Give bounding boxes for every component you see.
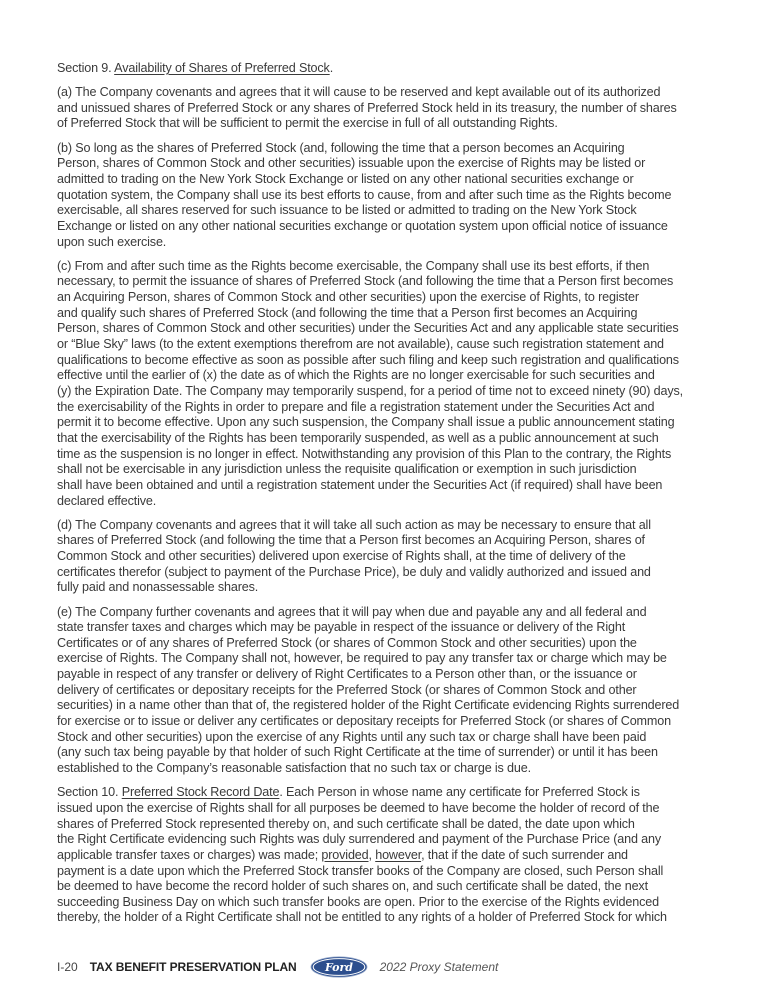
underlined-term: provided <box>321 847 369 862</box>
document-body <box>57 61 717 935</box>
text-line <box>57 895 717 911</box>
text-run: shares of Preferred Stock (and following the time that a Person first becomes an Acquiring Person, shares of <box>57 533 645 548</box>
section-9-heading <box>57 61 717 77</box>
text-line <box>57 698 717 714</box>
text-line <box>57 620 717 636</box>
text-line <box>57 415 717 431</box>
text-line <box>57 801 717 817</box>
document-name: 2022 Proxy Statement <box>379 960 499 974</box>
text-line <box>57 172 717 188</box>
text-line <box>57 101 717 117</box>
text-line <box>57 832 717 848</box>
text-run: for exercise or to issue or deliver any certificates or depositary receipts for Preferred Stock (or shares of Common <box>57 714 671 729</box>
text-run: . <box>329 61 334 75</box>
text-run: shall not be exercisable in any jurisdiction unless the requisite qualification or exemption in such jurisdiction <box>57 462 637 477</box>
text-run: effective until the earlier of (x) the date as of which the Rights are no longer exercisable for such securities and <box>57 368 655 383</box>
underlined-term: Availability of Shares of Preferred Stock <box>114 61 330 75</box>
text-line <box>57 580 717 596</box>
text-line <box>57 203 717 219</box>
text-run: Section 9. <box>57 61 115 75</box>
text-line <box>57 368 717 384</box>
text-line <box>57 879 717 895</box>
text-run: time as the suspension is no longer in effect. Notwithstanding any provision of this Plan to the contrary, the Rights <box>57 446 672 461</box>
text-run: certificates therefor (subject to payment of the Purchase Price), be duly and validly authorized and issued and <box>57 564 651 579</box>
text-line <box>57 353 717 369</box>
text-line <box>57 864 717 880</box>
text-run: Exchange or listed on any other national securities exchange or quotation system upon official notice of issuance <box>57 218 668 233</box>
text-line <box>57 85 717 101</box>
text-run: (e) The Company further covenants and agrees that it will pay when due and payable any and all federal and <box>57 604 647 619</box>
text-line <box>57 116 717 132</box>
text-run: of Preferred Stock that will be sufficient to permit the exercise in full of all outstanding Rights. <box>57 116 558 131</box>
text-run: or “Blue Sky” laws (to the extent exemptions therefrom are not available), cause such registration statement and <box>57 337 664 351</box>
text-line <box>57 141 717 157</box>
text-run: , that if the date of such surrender and <box>421 847 628 862</box>
text-line <box>57 61 717 77</box>
text-line <box>57 605 717 621</box>
para-9c <box>57 259 717 510</box>
underlined-term: Preferred Stock Record Date <box>121 785 280 800</box>
text-line <box>57 667 717 683</box>
text-run: be deemed to have become the record holder of such shares on, and such certificate shall be dated, the next <box>57 879 648 894</box>
text-line <box>57 785 717 801</box>
text-line <box>57 306 717 322</box>
text-run: declared effective. <box>57 493 157 508</box>
text-line <box>57 636 717 652</box>
text-run: and unissued shares of Preferred Stock or any shares of Preferred Stock held in its treasury, the number of shares <box>57 100 677 115</box>
text-line <box>57 235 717 251</box>
ford-logo-text: Ford <box>324 961 353 974</box>
text-run: shares of Preferred Stock represented thereby on, and such certificate shall be dated, the date upon which <box>57 816 635 831</box>
text-run: (b) So long as the shares of Preferred Stock (and, following the time that a person becomes an Acquiring <box>57 140 625 155</box>
text-run: Certificates or of any shares of Preferred Stock (or shares of Common Stock and other securities) upon the <box>57 635 637 650</box>
text-run: thereby, the holder of a Right Certificate shall not be entitled to any rights of a holder of Preferred Stock for which <box>57 910 667 925</box>
text-line <box>57 745 717 761</box>
text-run: that the exercisability of the Rights has been temporarily suspended, as well as a public announcement at such <box>57 430 659 445</box>
text-line <box>57 910 717 926</box>
text-line <box>57 533 717 549</box>
text-run: an Acquiring Person, shares of Common Stock and other securities) upon the exercise of Rights, to register <box>57 290 639 305</box>
ford-logo-icon <box>310 956 368 978</box>
text-run: payment is a date upon which the Preferred Stock transfer books of the Company are closed, such Person shall <box>57 863 664 878</box>
text-run: (d) The Company covenants and agrees that it will take all such action as may be necessary to ensure that all <box>57 517 651 532</box>
text-run: quotation system, the Company shall use its best efforts to cause, from and after such time as the Rights become <box>57 187 672 202</box>
text-run: (a) The Company covenants and agrees that it will cause to be reserved and kept available out of its authorized <box>57 85 661 100</box>
text-run: established to the Company’s reasonable satisfaction that no such tax or charge is due. <box>57 761 531 776</box>
section-10 <box>57 785 717 926</box>
text-run: state transfer taxes and charges which may be payable in respect of the issuance or delivery of the Right <box>57 620 626 635</box>
text-line <box>57 565 717 581</box>
text-line <box>57 817 717 833</box>
text-line <box>57 848 717 864</box>
text-line <box>57 156 717 172</box>
text-run: securities) in a name other than that of, the registered holder of the Right Certificate evidencing Rights surrendered <box>57 698 680 713</box>
page-number: I-20 <box>57 960 78 974</box>
text-line <box>57 651 717 667</box>
text-line <box>57 259 717 275</box>
text-run: permit it to become effective. Upon any such suspension, the Company shall issue a public announcement stating <box>57 415 675 430</box>
text-line <box>57 714 717 730</box>
text-run: Person, shares of Common Stock and other securities) under the Securities Act and any applicable state securities <box>57 321 679 336</box>
text-line <box>57 188 717 204</box>
text-line <box>57 494 717 510</box>
text-run: upon such exercise. <box>57 234 167 249</box>
text-line <box>57 321 717 337</box>
page-footer <box>57 957 498 977</box>
text-run: (y) the Expiration Date. The Company may temporarily suspend, for a period of time not to exceed ninety (90) days, <box>57 383 683 398</box>
text-run: , <box>368 847 376 862</box>
text-run: qualifications to become effective as soon as possible after such filing and keep such registration and qualifications <box>57 352 679 367</box>
text-run: issued upon the exercise of Rights shall for all purposes be deemed to have become the holder of record of the <box>57 800 660 815</box>
text-line <box>57 478 717 494</box>
underlined-term: however <box>375 847 422 862</box>
text-line <box>57 730 717 746</box>
text-run: Section 10. <box>57 785 122 800</box>
text-run: Person, shares of Common Stock and other securities) issuable upon the exercise of Rights may be listed or <box>57 156 646 171</box>
footer-section-title: TAX BENEFIT PRESERVATION PLAN <box>89 960 297 974</box>
text-run: exercise of Rights. The Company shall not, however, be required to pay any transfer tax or charge which may be <box>57 651 667 666</box>
text-line <box>57 518 717 534</box>
text-line <box>57 290 717 306</box>
text-run: succeeding Business Day on which such transfer books are open. Prior to the exercise of the Rights evidenced <box>57 894 659 909</box>
text-run: payable in respect of any transfer or delivery of Right Certificates to a Person other than, or the issuance or <box>57 667 637 682</box>
para-9b <box>57 141 717 251</box>
text-run: and qualify such shares of Preferred Stock (and following the time that a Person first becomes an Acquiring <box>57 305 638 320</box>
text-line <box>57 337 717 353</box>
text-run: (any such tax being payable by that holder of such Right Certificate at the time of surrender) or until it has been <box>57 745 658 760</box>
text-line <box>57 761 717 777</box>
text-run: Common Stock and other securities) delivered upon exercise of Rights shall, at the time of delivery of the <box>57 549 626 564</box>
para-9e <box>57 605 717 777</box>
text-run: shall have been obtained and until a registration statement under the Securities Act (if required) shall have been <box>57 477 663 492</box>
text-run: the exercisability of the Rights in order to prepare and file a registration statement under the Securities Act and <box>57 399 655 414</box>
para-9a <box>57 85 717 132</box>
text-line <box>57 384 717 400</box>
text-line <box>57 683 717 699</box>
text-run: necessary, to permit the issuance of shares of Preferred Stock (and following the time that a Person first becomes <box>57 274 674 289</box>
text-run: (c) From and after such time as the Rights become exercisable, the Company shall use its best efforts, if then <box>57 258 650 273</box>
text-run: the Right Certificate evidencing such Rights was duly surrendered and payment of the Purchase Price (and any <box>57 832 662 847</box>
para-9d <box>57 518 717 596</box>
text-line <box>57 549 717 565</box>
text-run: admitted to trading on the New York Stock Exchange or listed on any other national securities exchange or <box>57 171 634 186</box>
text-line <box>57 274 717 290</box>
text-run: . Each Person in whose name any certificate for Preferred Stock is <box>279 785 640 800</box>
text-run: Stock and other securities) upon the exercise of any Rights until any such tax or charge shall have been paid <box>57 729 647 744</box>
text-run: fully paid and nonassessable shares. <box>57 580 259 595</box>
text-run: exercisable, all shares reserved for such issuance to be listed or admitted to trading on the New York Stock <box>57 203 637 218</box>
text-line <box>57 219 717 235</box>
text-run: delivery of certificates or depositary receipts for the Preferred Stock (or shares of Common Stock and other <box>57 682 637 697</box>
text-run: applicable transfer taxes or charges) was made; <box>57 847 322 862</box>
text-line <box>57 462 717 478</box>
text-line <box>57 400 717 416</box>
text-line <box>57 431 717 447</box>
text-line <box>57 447 717 463</box>
